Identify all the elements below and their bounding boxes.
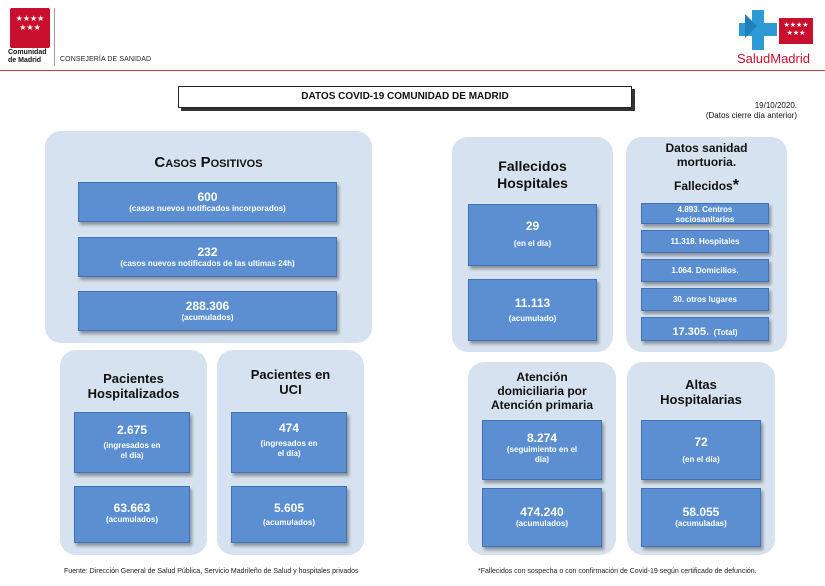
panel-title: Atención domiciliaria por Atención primaria	[490, 370, 594, 412]
panel-title: Casos Positivos	[154, 154, 263, 171]
department-name: CONSEJERÍA DE SANIDAD	[60, 56, 152, 63]
stat-box: 11.318. Hospitales	[641, 230, 769, 253]
brand-name: SaludMadrid	[737, 51, 810, 66]
stat-box: 2.675 (ingresados en el día)	[74, 412, 190, 473]
header-divider	[54, 8, 55, 66]
header-rule	[0, 70, 825, 71]
panel-title: Pacientes Hospitalizados	[87, 371, 180, 401]
stat-box: 30. otros lugares	[641, 288, 769, 311]
atencion-domiciliaria-panel	[468, 362, 616, 555]
stat-box: 474 (ingresados en el día)	[231, 412, 347, 473]
footer-source: Fuente: Dirección General de Salud Pública, Servicio Madrileño de Salud y hospitales privados	[64, 568, 359, 575]
stars-icon: ★★★★	[15, 14, 45, 23]
casos-positivos-panel	[45, 131, 372, 343]
stars-icon: ★★★	[19, 23, 41, 32]
panel-title: Altas Hospitalarias	[660, 377, 742, 407]
panel-title: Pacientes en UCI	[250, 367, 331, 397]
stat-box: 5.605 (acumulados)	[231, 486, 347, 543]
stat-box: 474.240 (acumulados)	[482, 488, 602, 547]
stat-box: 1.064. Domicilios.	[641, 259, 769, 282]
page-title: DATOS COVID-19 COMUNIDAD DE MADRID	[178, 86, 632, 108]
stat-box: 11.113 (acumulado)	[468, 279, 597, 341]
panel-title: Fallecidos Hospitales	[497, 158, 568, 191]
fallecidos-hospitales-panel	[452, 137, 613, 352]
pacientes-hospitalizados-panel	[60, 350, 207, 555]
comunidad-madrid-logo	[10, 8, 50, 48]
salud-madrid-logo	[737, 10, 817, 66]
stat-box: 58.055 (acumuladas)	[641, 488, 761, 547]
stat-box: 17.305. (Total)	[641, 317, 769, 341]
stat-box: 29 (en el día)	[468, 204, 597, 266]
stat-box: 72 (en el día)	[641, 420, 761, 480]
flag-icon: ★★★★ ★★★	[779, 18, 813, 44]
altas-hospitalarias-panel	[627, 362, 775, 555]
sanidad-mortuoria-panel	[626, 137, 787, 352]
stat-box: 63.663 (acumulados)	[74, 486, 190, 543]
stat-box: 8.274 (seguimiento en el día)	[482, 420, 602, 480]
org-name: Comunidad de Madrid	[8, 49, 47, 64]
footer-note: *Fallecidos con sospecha o con confirmación de Covid-19 según certificado de defunción.	[478, 568, 757, 575]
stat-box: 4.893. Centros sociosanitarios	[641, 203, 769, 224]
panel-title: Datos sanidad mortuoria. Fallecidos*	[665, 141, 748, 194]
report-date: 19/10/2020. (Datos cierre día anterior)	[705, 101, 797, 120]
stat-box: 600 (casos nuevos notificados incorporados)	[78, 182, 337, 222]
stat-box: 288.306 (acumulados)	[78, 291, 337, 331]
pacientes-uci-panel	[217, 350, 364, 555]
health-cross-icon	[739, 10, 777, 50]
stat-box: 232 (casos nuevos notificados de las ultimas 24h)	[78, 237, 337, 277]
